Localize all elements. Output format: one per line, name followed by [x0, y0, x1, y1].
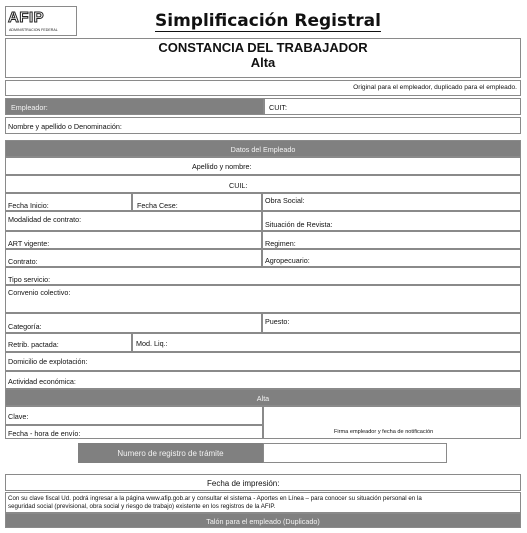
mod-liq-field — [132, 333, 521, 352]
agropecuario-label: Agropecuario: — [265, 256, 310, 265]
domicilio-label: Domicilio de explotación: — [8, 357, 88, 366]
employer-label: Empleador: — [11, 103, 48, 112]
regimen-field — [262, 231, 521, 249]
apellido-label: Apellido y nombre: — [192, 162, 252, 171]
firma-label: Firma empleador y fecha de notificación — [334, 429, 434, 435]
actividad-field — [5, 371, 521, 389]
tipo-servicio-field — [5, 267, 521, 285]
footer-line-2: seguridad social (previsional, obra social y riesgo de trabajo) existente en los registros de la AFIP. — [8, 503, 276, 510]
clave-label: Clave: — [8, 412, 29, 421]
convenio-label: Convenio colectivo: — [8, 288, 71, 297]
employee-section-label: Datos del Empleado — [230, 145, 296, 154]
fecha-inicio-label: Fecha Inicio: — [8, 201, 49, 210]
mod-liq-label: Mod. Liq.: — [136, 339, 168, 348]
puesto-label: Puesto: — [265, 317, 290, 326]
actividad-label: Actividad económica: — [8, 377, 76, 386]
afip-logo — [5, 6, 77, 36]
regimen-label: Regimen: — [265, 239, 296, 248]
title-frame — [5, 38, 521, 78]
art-label: ART vigente: — [8, 239, 50, 248]
categoria-field — [5, 313, 262, 333]
tipo-servicio-label: Tipo servicio: — [8, 275, 51, 284]
agropecuario-field — [262, 249, 521, 267]
note-row — [5, 80, 521, 96]
firma-box — [263, 406, 521, 439]
alta-section-label: Alta — [256, 394, 270, 403]
obra-social-label: Obra Social: — [265, 196, 305, 205]
cuil-label: CUIL: — [229, 181, 248, 190]
footer-line-1: Con su clave fiscal Ud. podrá ingresar a la página www.afip.gob.ar y consultar el sistema - Aportes en Línea – para conocer su situación personal en la — [8, 495, 422, 502]
cuit-field — [264, 98, 521, 115]
afip-logo-subtitle: ADMINISTRACION FEDERAL — [9, 28, 58, 32]
clave-field — [5, 406, 263, 425]
obra-social-field — [262, 193, 521, 211]
employee-section-header — [5, 140, 521, 157]
situacion-field — [262, 211, 521, 231]
employer-name-label: Nombre y apellido o Denominación: — [8, 122, 122, 131]
fecha-inicio-field — [5, 193, 132, 211]
cuil-row — [5, 175, 521, 193]
impresion-row — [5, 474, 521, 491]
afip-logo-text: AFIP — [8, 9, 45, 26]
contrato-field — [5, 249, 262, 267]
modalidad-label: Modalidad de contrato: — [8, 215, 82, 224]
employer-section-header — [5, 98, 264, 115]
talon-header — [5, 513, 521, 528]
fecha-envio-label: Fecha - hora de envío: — [8, 429, 81, 438]
registro-label: Numero de registro de trámite — [117, 449, 224, 458]
fecha-cese-label: Fecha Cese: — [137, 201, 178, 210]
cuit-label: CUIT: — [269, 103, 287, 112]
page-title: Simplificación Registral — [155, 11, 381, 31]
registro-label-box — [78, 443, 263, 463]
fecha-envio-field — [5, 425, 263, 439]
footer-info — [5, 492, 521, 513]
impresion-label: Fecha de impresión: — [207, 479, 280, 488]
contrato-label: Contrato: — [8, 257, 38, 266]
domicilio-field — [5, 352, 521, 371]
document-type: Alta — [250, 55, 276, 70]
talon-label: Talón para el empleado (Duplicado) — [206, 517, 320, 526]
situacion-label: Situación de Revista: — [265, 220, 333, 229]
alta-section-header — [5, 389, 521, 406]
categoria-label: Categoría: — [8, 322, 42, 331]
modalidad-field — [5, 211, 262, 231]
registro-value-box — [263, 443, 447, 463]
copy-note: Original para el empleador, duplicado para el empleado. — [353, 84, 517, 91]
puesto-field — [262, 313, 521, 333]
convenio-field — [5, 285, 521, 313]
document-subtitle: CONSTANCIA DEL TRABAJADOR — [158, 40, 368, 55]
employer-name-field — [5, 117, 521, 134]
apellido-row — [5, 157, 521, 175]
fecha-cese-field — [132, 193, 262, 211]
art-field — [5, 231, 262, 249]
retribucion-label: Retrib. pactada: — [8, 340, 59, 349]
retribucion-field — [5, 333, 132, 352]
